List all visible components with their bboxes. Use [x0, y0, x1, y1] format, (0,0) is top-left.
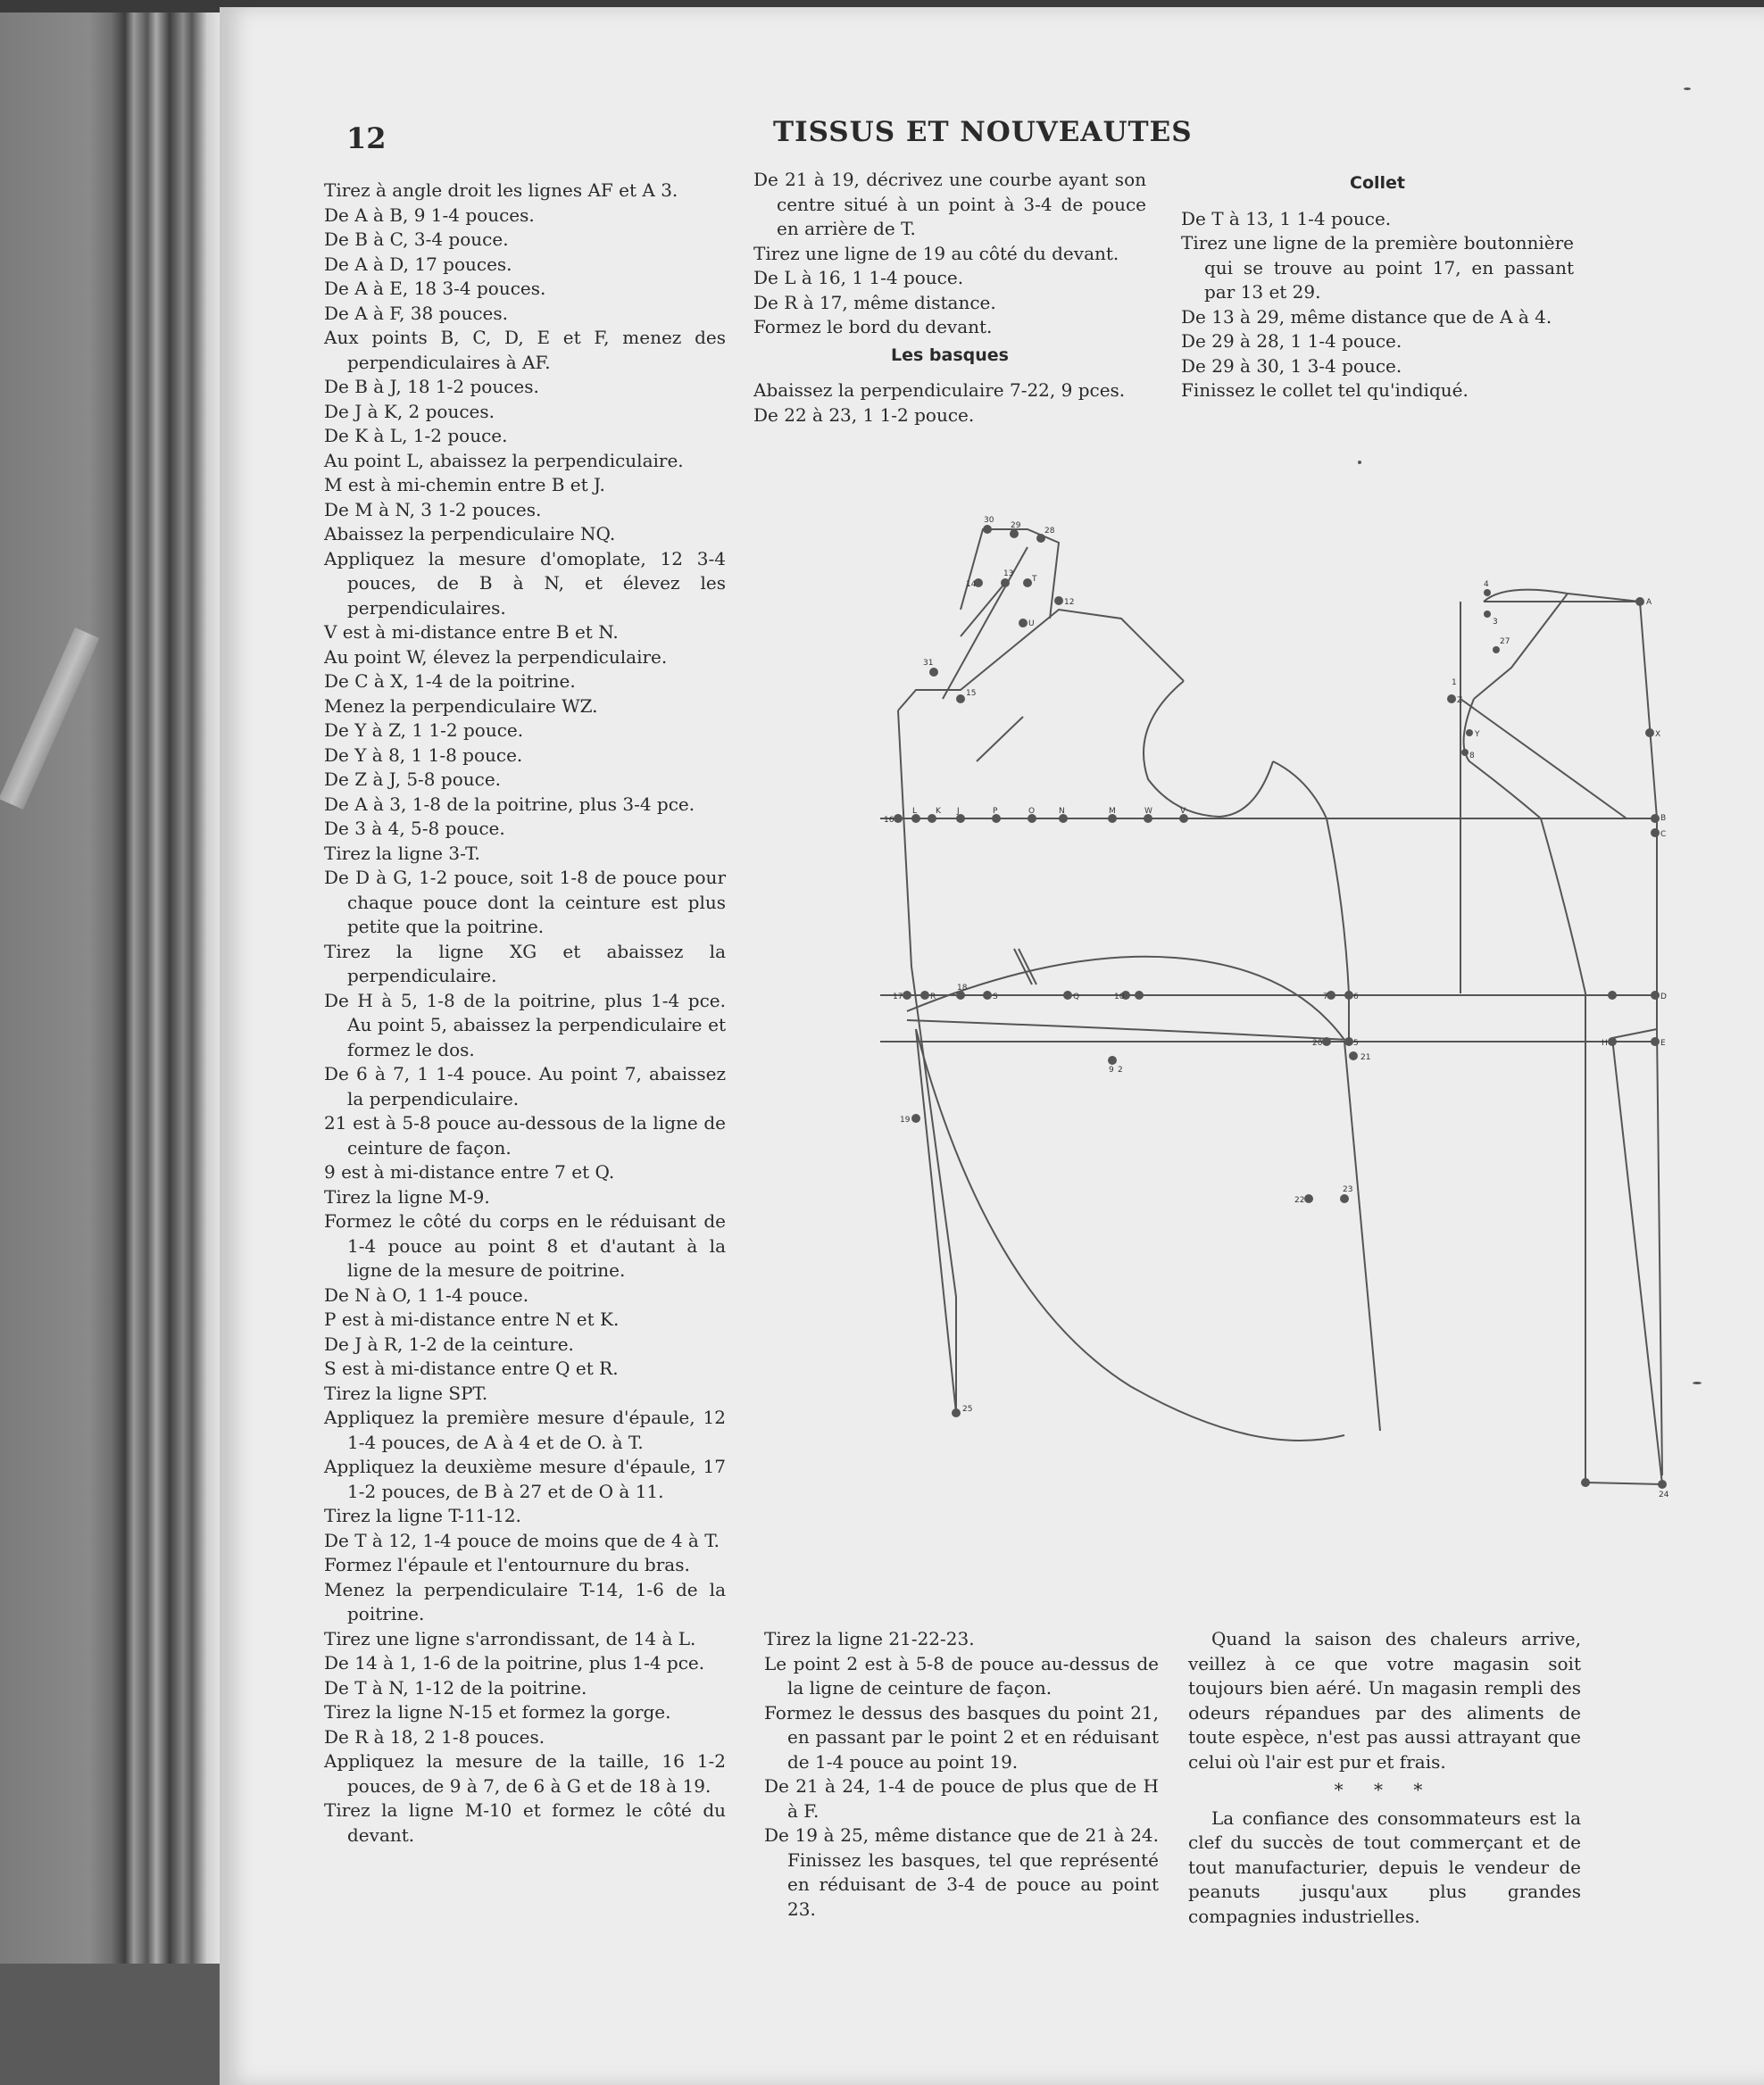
label-16: 16	[884, 816, 894, 825]
point-25	[952, 1408, 961, 1417]
label-P: P	[993, 807, 998, 816]
text-line: Aux points B, C, D, E et F, menez des perpendiculaires à AF.	[324, 327, 726, 373]
point-15	[956, 694, 965, 703]
text-line: De A à E, 18 3-4 pouces.	[324, 278, 546, 299]
text-line: De R à 18, 2 1-8 pouces.	[324, 1725, 545, 1748]
text-line: De A à 3, 1-8 de la poitrine, plus 3-4 pce.	[324, 793, 695, 815]
text-line: Formez le côté du corps en le réduisant de 1-4 pouce au point 8 et d'autant à la ligne de la mesure de poitrine.	[324, 1210, 726, 1281]
point-H2	[1608, 1037, 1617, 1046]
text-line: De B à J, 18 1-2 pouces.	[324, 376, 539, 397]
text-line: Tirez à angle droit les lignes AF et A 3.	[324, 179, 678, 201]
label-6: 6	[1353, 993, 1359, 1001]
text-line: S est à mi-distance entre Q et R.	[324, 1358, 619, 1379]
text-line: 9 est à mi-distance entre 7 et Q.	[324, 1161, 615, 1183]
text-line: De 21 à 19, décrivez une courbe ayant son centre situé à un point à 3-4 de pouce en arrière de T.	[753, 169, 1146, 239]
book-page	[220, 7, 1764, 2085]
text-column-1	[324, 179, 726, 1848]
point-A	[1635, 597, 1644, 606]
label-12: 12	[1064, 598, 1075, 607]
basque-side	[1344, 1042, 1380, 1431]
text-line: De Y à Z, 1 1-2 pouce.	[324, 719, 524, 741]
point-H	[1608, 991, 1617, 1000]
point-20	[1322, 1037, 1331, 1046]
label-D: D	[1660, 993, 1667, 1001]
text-line: De C à X, 1-4 de la poitrine.	[324, 670, 576, 692]
text-line: De 13 à 29, même distance que de A à 4.	[1181, 305, 1552, 328]
page-speck	[1693, 1382, 1702, 1384]
point-22	[1304, 1194, 1313, 1203]
point-4	[1484, 589, 1491, 596]
text-line: De 6 à 7, 1 1-4 pouce. Au point 7, abaissez la perpendiculaire.	[324, 1063, 726, 1109]
text-line: De 14 à 1, 1-6 de la poitrine, plus 1-4 pce.	[324, 1652, 705, 1674]
text-line: De T à 13, 1 1-4 pouce.	[1181, 207, 1392, 229]
book-spine-edges	[0, 0, 223, 2085]
label-H: H	[1602, 1039, 1608, 1048]
text-line: De A à D, 17 pouces.	[324, 253, 512, 275]
point-R	[920, 991, 929, 1000]
back-side-seam	[1464, 699, 1585, 1483]
text-line: De K à L, 1-2 pouce.	[324, 425, 508, 446]
text-line: De 29 à 30, 1 3-4 pouce.	[1181, 354, 1402, 377]
lapel-break	[977, 717, 1023, 761]
point-13	[1001, 578, 1010, 587]
label-K: K	[936, 807, 941, 816]
point-30	[983, 525, 992, 534]
label-21: 21	[1360, 1053, 1371, 1062]
text-line: Formez le dessus des basques du point 21, en passant par le point 2 et en réduisant de 1-4 pouce au point 19.	[764, 1701, 1159, 1773]
point-F	[1581, 1478, 1590, 1487]
label-S: S	[993, 993, 998, 1001]
text-line: De B à C, 3-4 pouce.	[324, 228, 509, 250]
back-skirt-line	[1657, 1029, 1662, 1475]
point-3	[1484, 611, 1491, 618]
label-10: 10	[1114, 993, 1125, 1001]
text-line: De D à G, 1-2 pouce, soit 1-8 de pouce pour chaque pouce dont la ceinture est plus petite que la poitrine.	[324, 867, 726, 937]
basque-top	[907, 1020, 1349, 1040]
label-25: 25	[962, 1405, 973, 1414]
label-19: 19	[900, 1116, 911, 1125]
label-C: C	[1660, 830, 1667, 839]
page-number: 12	[346, 121, 387, 155]
point-B	[1651, 814, 1660, 823]
label-Y: Y	[1475, 730, 1480, 739]
text-line: De R à 17, même distance.	[753, 291, 996, 313]
text-line: Appliquez la mesure d'omoplate, 12 3-4 pouces, de B à N, et élevez les perpendiculaires.	[324, 547, 726, 619]
front-armhole	[1144, 681, 1273, 817]
point-E	[1651, 1037, 1660, 1046]
label-24: 24	[1659, 1491, 1669, 1499]
label-4: 4	[1484, 580, 1489, 589]
label-E: E	[1660, 1039, 1666, 1048]
label-B: B	[1660, 814, 1667, 823]
label-W: W	[1144, 807, 1152, 816]
label-15: 15	[966, 689, 977, 698]
label-9: 9	[1109, 1066, 1114, 1075]
text-line: Tirez la ligne SPT.	[324, 1382, 488, 1404]
basque-curve	[916, 1029, 1344, 1441]
point-19	[911, 1114, 920, 1123]
point-12	[1054, 596, 1063, 605]
point-S	[983, 991, 992, 1000]
point-U	[1019, 619, 1028, 627]
label-5: 5	[1353, 1039, 1359, 1048]
label-Z: Z	[1457, 696, 1463, 705]
pattern-diagram	[880, 494, 1684, 1591]
text-column-5	[1188, 1627, 1581, 1929]
back-shoulder	[1474, 594, 1568, 699]
text-line: De 19 à 25, même distance que de 21 à 24. Finissez les basques, tel que représenté en réduisant de 3-4 de pouce au point 23.	[764, 1824, 1159, 1920]
label-18: 18	[957, 984, 968, 993]
text-line: De 3 à 4, 5-8 pouce.	[324, 818, 505, 839]
point-T	[1023, 578, 1032, 587]
label-3: 3	[1493, 618, 1498, 627]
label-20: 20	[1312, 1039, 1323, 1048]
collar-roll-line	[943, 547, 1028, 699]
front-side-seam	[1273, 761, 1349, 1040]
text-line: Appliquez la première mesure d'épaule, 12 1-4 pouces, de A à 4 et de O. à T.	[324, 1407, 726, 1453]
text-line: Formez l'épaule et l'entournure du bras.	[324, 1554, 690, 1575]
paragraph-store-air: Quand la saison des chaleurs arrive, veillez à ce que votre magasin soit toujours bien aéré. Un magasin rempli des odeurs répandues par des aliments de toute espèce, n'est pas aussi attrayant que celui où l'air est pur et frais.	[1188, 1628, 1581, 1773]
text-line: De 22 à 23, 1 1-2 pouce.	[753, 403, 975, 426]
text-line: Appliquez la mesure de la taille, 16 1-2 pouces, de 9 à 7, de 6 à G et de 18 à 19.	[324, 1750, 726, 1797]
text-line: De A à F, 38 pouces.	[324, 302, 508, 324]
label-23: 23	[1343, 1185, 1353, 1194]
bottom-shadow	[0, 1964, 223, 2085]
point-1	[1448, 695, 1455, 702]
text-line: 21 est à 5-8 pouce au-dessous de la ligne de ceinture de façon.	[324, 1112, 726, 1159]
label-27: 27	[1500, 637, 1510, 646]
point-Y	[1466, 729, 1473, 736]
label-V: V	[1180, 807, 1186, 816]
text-line: Tirez la ligne 21-22-23.	[764, 1628, 975, 1649]
label-28: 28	[1044, 527, 1055, 536]
text-line: Tirez la ligne M-9.	[324, 1185, 490, 1208]
label-U: U	[1028, 619, 1035, 628]
text-line: De T à N, 1-12 de la poitrine.	[324, 1676, 587, 1699]
text-column-4	[764, 1627, 1159, 1922]
point-6	[1344, 991, 1353, 1000]
point-D	[1651, 991, 1660, 1000]
point-17	[903, 991, 911, 1000]
label-J: J	[957, 807, 960, 816]
text-column-2	[753, 168, 1146, 428]
text-line: De Z à J, 5-8 pouce.	[324, 768, 502, 790]
point-29	[1010, 529, 1019, 538]
point-Q	[1063, 991, 1072, 1000]
text-line: Formez le bord du devant.	[753, 316, 993, 337]
text-line: Appliquez la deuxième mesure d'épaule, 17 1-2 pouces, de B à 27 et de O à 11.	[324, 1456, 726, 1502]
pocket-dart	[1014, 949, 1032, 984]
label-22: 22	[1294, 1196, 1305, 1205]
text-line: Tirez la ligne N-15 et formez la gorge.	[324, 1701, 671, 1723]
text-line: Menez la perpendiculaire WZ.	[324, 694, 598, 717]
point-8	[1461, 749, 1469, 756]
back-skirt-edge	[1612, 1038, 1662, 1484]
label-7: 7	[1323, 993, 1328, 1001]
label-Q: Q	[1073, 993, 1080, 1001]
text-line: Tirez la ligne 3-T.	[324, 842, 480, 864]
paragraph-consumer-trust: La confiance des consommateurs est la clef du succès de tout commerçant et de tout manufacturier, depuis le vendeur de peanuts jusqu'aux plus grandes compagnies industrielles.	[1188, 1807, 1581, 1927]
text-line: De N à O, 1 1-4 pouce.	[324, 1283, 529, 1306]
text-column-3	[1181, 168, 1574, 403]
label-R: R	[930, 993, 936, 1001]
text-line: De Y à 8, 1 1-8 pouce.	[324, 743, 523, 766]
front-neck-shoulder	[898, 610, 1184, 710]
text-line: Tirez une ligne de la première boutonnière qui se trouve au point 17, en passant par 13 et 29.	[1181, 232, 1574, 303]
text-line: M est à mi-chemin entre B et J.	[324, 474, 605, 495]
text-line: Abaissez la perpendiculaire NQ.	[324, 523, 616, 544]
label-29: 29	[1011, 521, 1021, 530]
text-line: Au point W, élevez la perpendiculaire.	[324, 645, 668, 668]
text-line: De 29 à 28, 1 1-4 pouce.	[1181, 330, 1402, 352]
page-header	[220, 112, 1764, 157]
text-line: De A à B, 9 1-4 pouces.	[324, 204, 535, 226]
point-C	[1651, 828, 1660, 837]
label-X: X	[1655, 730, 1661, 739]
point-31	[929, 668, 938, 677]
point-5	[1344, 1037, 1353, 1046]
page-speck	[1358, 461, 1361, 464]
text-line: V est à mi-distance entre B et N.	[324, 621, 619, 643]
back-hem	[1585, 1483, 1662, 1484]
text-line: De H à 5, 1-8 de la poitrine, plus 1-4 pce. Au point 5, abaissez la perpendiculaire et formez le dos.	[324, 989, 726, 1060]
text-line: Au point L, abaissez la perpendiculaire.	[324, 449, 684, 471]
point-9	[1108, 1056, 1117, 1065]
text-line: P est à mi-distance entre N et K.	[324, 1308, 620, 1330]
label-L: L	[912, 807, 918, 816]
point-24	[1658, 1480, 1667, 1489]
text-line: De J à R, 1-2 de la ceinture.	[324, 1333, 574, 1355]
pattern-drawing	[880, 494, 1684, 1591]
back-hip	[1612, 1029, 1657, 1038]
text-line: Tirez la ligne T-11-12.	[324, 1505, 521, 1526]
construction-diagonal	[1460, 699, 1627, 818]
text-line: Tirez la ligne XG et abaissez la perpendiculaire.	[324, 940, 726, 986]
label-M: M	[1109, 807, 1116, 816]
text-line: De J à K, 2 pouces.	[324, 400, 495, 422]
label-T: T	[1032, 575, 1037, 584]
label-8: 8	[1469, 752, 1475, 760]
text-line: De T à 12, 1-4 pouce de moins que de 4 à T.	[324, 1529, 720, 1551]
page-speck	[1684, 87, 1691, 90]
label-N: N	[1059, 807, 1065, 816]
text-line: Tirez la ligne M-10 et formez le côté du devant.	[324, 1799, 726, 1846]
point-21	[1349, 1051, 1358, 1060]
label-13: 13	[1003, 569, 1014, 578]
label-O: O	[1028, 807, 1036, 816]
point-G	[1135, 991, 1144, 1000]
point-X	[1645, 728, 1654, 737]
back-center-line	[1640, 602, 1657, 818]
point-16	[894, 814, 903, 823]
text-line: Tirez une ligne de 19 au côté du devant.	[753, 242, 1119, 264]
point-27	[1493, 646, 1500, 653]
text-line: Abaissez la perpendiculaire 7-22, 9 pces.	[753, 379, 1126, 401]
text-line: Tirez une ligne s'arrondissant, de 14 à L.	[324, 1627, 696, 1649]
section-heading-collet: Collet	[1350, 173, 1405, 193]
section-stars: * * *	[1334, 1779, 1435, 1800]
pocket-dart-2	[1019, 949, 1036, 984]
label-17: 17	[893, 993, 903, 1001]
label-30: 30	[984, 516, 994, 525]
text-line: Menez la perpendiculaire T-14, 1-6 de la poitrine.	[324, 1578, 726, 1624]
text-line: Le point 2 est à 5-8 de pouce au-dessus de la ligne de ceinture de façon.	[764, 1652, 1159, 1699]
label-2: 2	[1118, 1066, 1123, 1075]
basque-front	[916, 1029, 956, 1413]
label-31: 31	[923, 659, 934, 668]
text-line: Finissez le collet tel qu'indiqué.	[1181, 379, 1469, 401]
label-14: 14	[966, 580, 977, 589]
section-heading-basques: Les basques	[891, 345, 1009, 365]
point-23	[1340, 1194, 1349, 1203]
text-line: De L à 16, 1 1-4 pouce.	[753, 267, 964, 288]
text-line: De M à N, 3 1-2 pouces.	[324, 498, 542, 520]
label-A: A	[1646, 598, 1652, 607]
running-title: TISSUS ET NOUVEAUTES	[773, 116, 1193, 148]
label-1: 1	[1452, 678, 1457, 687]
text-line: De 21 à 24, 1-4 de pouce de plus que de H à F.	[764, 1775, 1159, 1822]
